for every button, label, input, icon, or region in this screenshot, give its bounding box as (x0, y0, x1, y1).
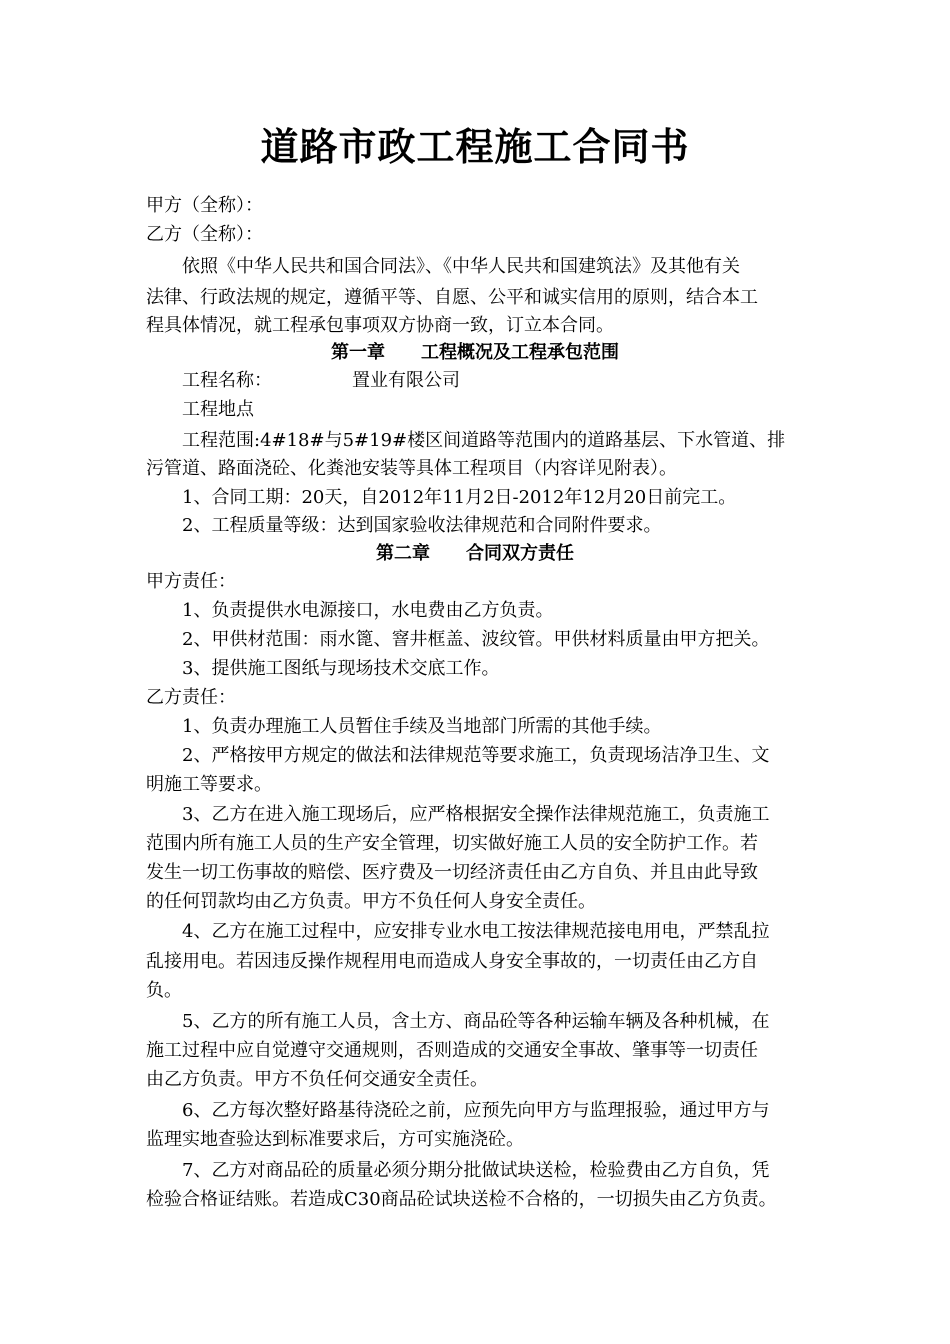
intro-line: 法律、行政法规的规定，遵循平等、自愿、公平和诚实信用的原则，结合本工 (146, 287, 758, 308)
party-b-duty-line: 3、乙方在进入施工现场后，应严格根据安全操作法律规范施工，负责施工 (182, 804, 770, 825)
party-a-line: 甲方（全称）： (146, 195, 263, 216)
party-b-duty-line: 施工过程中应自觉遵守交通规则，否则造成的交通安全事故、肇事等一切责任 (146, 1040, 758, 1061)
party-a-duty-item: 3、提供施工图纸与现场技术交底工作。 (182, 658, 500, 679)
party-b-duty-line: 由乙方负责。甲方不负任何交通安全责任。 (146, 1069, 488, 1090)
scope-line: 污管道、路面浇砼、化粪池安装等具体工程项目（内容详见附表）。 (146, 458, 677, 479)
party-a-duty-item: 2、甲供材范围：雨水篦、窨井框盖、波纹管。甲供材料质量由甲方把关。 (182, 629, 770, 650)
party-b-duty-line: 发生一切工伤事故的赔偿、医疗费及一切经济责任由乙方自负、并且由此导致 (146, 862, 758, 883)
party-b-duty-line: 范围内所有施工人员的生产安全管理，切实做好施工人员的安全防护工作。若 (146, 833, 758, 854)
party-b-duty-line: 1、负责办理施工人员暂住手续及当地部门所需的其他手续。 (182, 716, 662, 737)
party-b-duty-line: 负。 (146, 980, 182, 1001)
party-b-duty-line: 7、乙方对商品砼的质量必须分期分批做试块送检，检验费由乙方自负，凭 (182, 1160, 770, 1181)
party-b-line: 乙方（全称）： (146, 224, 263, 245)
quality-item: 2、工程质量等级：达到国家验收法律规范和合同附件要求。 (182, 515, 662, 536)
party-b-duty-line: 检验合格证结账。若造成C30商品砼试块送检不合格的，一切损失由乙方负责。 (146, 1189, 777, 1210)
project-name-row (146, 367, 814, 395)
document-title: 道路市政工程施工合同书 (260, 125, 690, 169)
chapter-1-heading: 第一章 工程概况及工程承包范围 (331, 342, 619, 363)
party-b-duty-line: 乱接用电。若因违反操作规程用电而造成人身安全事故的，一切责任由乙方自 (146, 951, 758, 972)
project-name-value: 置业有限公司 (352, 370, 460, 391)
party-b-duty-line: 的任何罚款均由乙方负责。甲方不负任何人身安全责任。 (146, 891, 596, 912)
chapter-2-heading: 第二章 合同双方责任 (376, 543, 574, 564)
intro-line: 程具体情况，就工程承包事项双方协商一致，订立本合同。 (146, 315, 614, 336)
project-location: 工程地点 (182, 399, 254, 420)
project-name-label: 工程名称： (182, 370, 272, 391)
intro-line: 依照《中华人民共和国合同法》、《中华人民共和国建筑法》及其他有关 (182, 256, 740, 277)
party-b-duty-line: 明施工等要求。 (146, 774, 272, 795)
scope-line: 工程范围:4#18#与5#19#楼区间道路等范围内的道路基层、下水管道、排 (182, 430, 786, 451)
party-b-duty-line: 6、乙方每次整好路基待浇砼之前，应预先向甲方与监理报验，通过甲方与 (182, 1100, 770, 1121)
party-b-duty-line: 4、乙方在施工过程中，应安排专业水电工按法律规范接电用电，严禁乱拉 (182, 921, 770, 942)
party-a-duties-label: 甲方责任： (146, 571, 236, 592)
party-b-duties-label: 乙方责任： (146, 687, 236, 708)
party-b-duty-line: 5、乙方的所有施工人员，含土方、商品砼等各种运输车辆及各种机械，在 (182, 1011, 770, 1032)
party-a-duty-item: 1、负责提供水电源接口，水电费由乙方负责。 (182, 600, 554, 621)
party-b-duty-line: 监理实地查验达到标准要求后，方可实施浇砼。 (146, 1129, 524, 1150)
party-b-duty-line: 2、严格按甲方规定的做法和法律规范等要求施工，负责现场洁净卫生、文 (182, 745, 770, 766)
duration-item: 1、合同工期：20天，自2012年11月2日-2012年12月20日前完工。 (182, 487, 737, 508)
